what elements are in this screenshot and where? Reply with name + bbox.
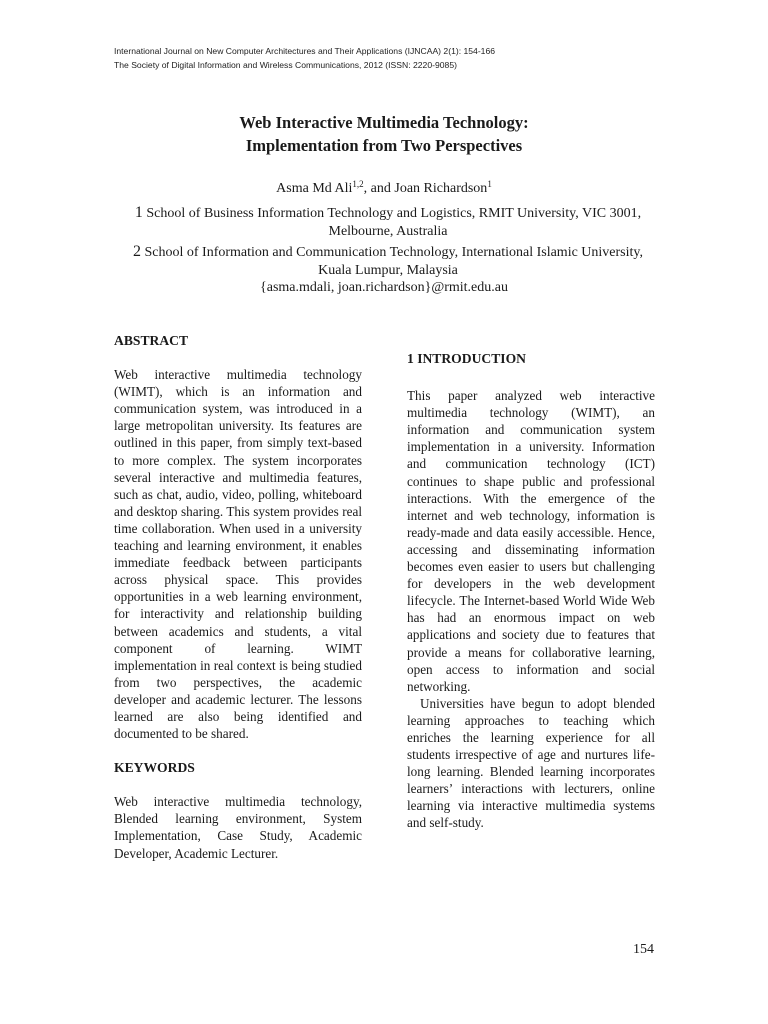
introduction-paragraph-2: Universities have begun to adopt blended learning approaches to teaching which enriches the learning experience for all students irrespective of age and nurtures life-long learning. Blended learning incorporates learners’ interactions with lecturers, online learning via interactive multimedia systems and self-study. bbox=[407, 695, 655, 831]
affiliation-number: 1 bbox=[134, 204, 143, 221]
affiliation-number: 2 bbox=[132, 243, 141, 260]
author-email: {asma.mdali, joan.richardson}@rmit.edu.au bbox=[260, 280, 508, 295]
abstract-text: Web interactive multimedia technology (WIMT), which is an information and communication system, was introduced in a large metropolitan university. Its features are outlined in this paper, from simply text-based to more complex. The system incorporates several interactive and multimedia features, such as chat, audio, video, polling, whiteboard and desktop sharing. This system provides real time collaboration. When used in a university teaching and learning environment, it enables immediate feedback between participants across physical space. This provides opportunities in a web learning environment, for interactivity and relationship building between academics and students, a vital component of learning. WIMT implementation in real context is being studied from two perspectives, the academic developer and academic lecturer. The lessons learned are also being identified and documented to be shared. bbox=[114, 367, 362, 742]
author-name: , and Joan Richardson bbox=[363, 181, 488, 196]
left-column bbox=[114, 332, 362, 862]
affiliation-2 bbox=[120, 243, 656, 279]
introduction-heading: 1 INTRODUCTION bbox=[407, 351, 526, 366]
abstract-heading: ABSTRACT bbox=[114, 333, 189, 348]
affiliation-text: School of Business Information Technology and Logistics, RMIT University, VIC 3001, Melbourne, Australia bbox=[146, 206, 642, 239]
right-column bbox=[407, 350, 655, 832]
journal-header bbox=[114, 44, 495, 72]
author-affiliation-marker: 1 bbox=[487, 179, 492, 189]
keywords-text: Web interactive multimedia technology, Blended learning environment, System Implementation, Case Study, Academic Developer, Academic Lecturer. bbox=[114, 794, 362, 861]
paper-title-line-1: Web Interactive Multimedia Technology: bbox=[239, 113, 529, 132]
affiliation-text: School of Information and Communication Technology, International Islamic University, Kuala Lumpur, Malaysia bbox=[144, 245, 643, 278]
author-affiliation-marker: 1,2 bbox=[352, 179, 364, 189]
affiliation-1 bbox=[120, 204, 656, 240]
keywords-heading: KEYWORDS bbox=[114, 760, 195, 776]
paper-title bbox=[0, 111, 768, 157]
page-number: 154 bbox=[633, 942, 654, 957]
author-list bbox=[0, 180, 768, 198]
journal-header-line-2: The Society of Digital Information and Wireless Communications, 2012 (ISSN: 2220-9085) bbox=[114, 60, 457, 70]
author-name: Asma Md Ali bbox=[276, 181, 353, 196]
journal-header-line-1: International Journal on New Computer Architectures and Their Applications (IJNCAA) 2(1): 154-166 bbox=[114, 46, 496, 56]
introduction-paragraph-1: This paper analyzed web interactive multimedia technology (WIMT), an information and communication system implementation in a university. Information and communication technology (ICT) continues to shape public and professional interactions. With the emergence of the internet and web technology, information is ready-made and data easily accessible. Hence, accessing and disseminating information becomes even easier to users but challenging for developers in the web development lifecycle. The Internet-based World Wide Web has had an enormous impact on web applications and society due to features that provide a means for collaborative learning, open access to information and social networking. bbox=[407, 388, 655, 694]
paper-title-line-2: Implementation from Two Perspectives bbox=[245, 136, 523, 155]
